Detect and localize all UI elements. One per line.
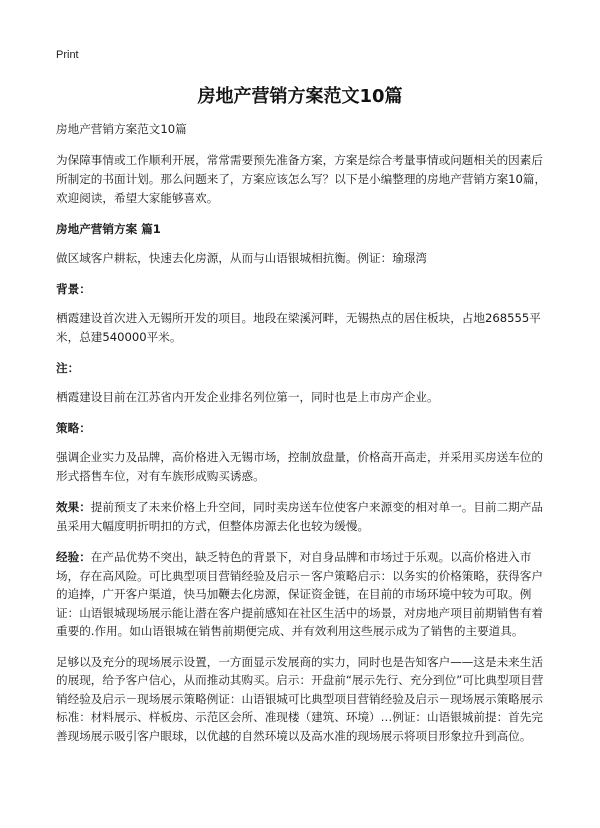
closing-paragraph: 足够以及充分的现场展示设置，一方面显示发展商的实力，同时也是告知客户——这是未来生活的展现，给予客户信心，从而推动其购买。启示：开盘前“展示先行、充分到位”可比典型项目营销经验及启示－现场展示策略例证：山语银城可比典型项目营销经验及启示－现场展示策略展示标准：材料展示、样板房、示范区会所、准现楼（建筑、环境）…例证：山语银城前提：首先完善现场展示吸引客户眼球，以优越的自然环境以及高水准的现场展示将项目形象拉升到高位。 — [56, 654, 544, 743]
background-label: 背景： — [56, 282, 91, 296]
print-label[interactable]: Print — [56, 49, 79, 61]
experience-text: 在产品优势不突出，缺乏特色的背景下，对自身品牌和市场过于乐观。以高价格进入市场，存在高风险。可比典型项目营销经验及启示－客户策略启示：以务实的价格策略，获得客户的追捧，广开客户渠道，快马加鞭去化房源，保证资金链，在目前的市场环境中较为可取。例证：山语银城现场展示能让潜在客户提前感知在社区生活中的场景，对房地产项目前期销售有着重要的.作用。如山语银城在销售前期便完成、并有效利用这些展示成为了销售的主要道具。 — [56, 550, 543, 638]
document-body — [56, 120, 548, 745]
note-paragraph: 栖霞建设目前在江苏省内开发企业排名列位第一，同时也是上市房产企业。 — [56, 390, 439, 404]
section-heading: 房地产营销方案 篇1 — [56, 222, 161, 236]
experience-label: 经验： — [56, 550, 91, 564]
effect-label: 效果： — [56, 500, 91, 514]
document-title: 房地产营销方案范文10篇 — [197, 86, 403, 107]
effect-paragraph — [56, 498, 548, 536]
lead-paragraph: 做区域客户耕耘，快速去化房源，从而与山语银城相抗衡。例证：瑜璟湾 — [56, 251, 428, 265]
effect-text: 提前预支了未来价格上升空间，同时卖房送车位使客户来源变的相对单一。目前二期产品虽采用大幅度明折明扣的方式，但整体房源去化也较为缓慢。 — [56, 500, 543, 533]
strategy-label: 策略： — [56, 421, 91, 435]
note-label: 注： — [56, 361, 80, 375]
background-paragraph: 栖霞建设首次进入无锡所开发的项目。地段在梁溪河畔，无锡热点的居住板块，占地268555平米，总建540000平米。 — [56, 311, 541, 344]
strategy-paragraph: 强调企业实力及品牌，高价格进入无锡市场，控制放盘量，价格高开高走，并采用买房送车位的形式搭售车位，对有车族形成购买诱惑。 — [56, 450, 543, 483]
document-subtitle: 房地产营销方案范文10篇 — [56, 122, 187, 136]
intro-paragraph: 为保障事情或工作顺利开展，常常需要预先准备方案，方案是综合考量事情或问题相关的因素后所制定的书面计划。那么问题来了，方案应该怎么写？以下是小编整理的房地产营销方案10篇，欢迎阅读，希望大家能够喜欢。 — [56, 153, 547, 205]
experience-paragraph — [56, 548, 548, 641]
